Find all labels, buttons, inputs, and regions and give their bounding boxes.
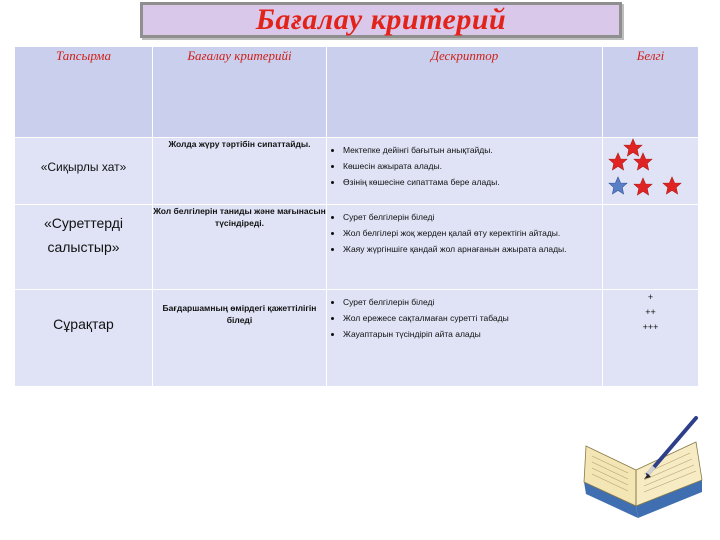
title-banner: [140, 2, 622, 38]
descriptor-item: • Жол ережесе сақталмаған суретті табады: [343, 310, 598, 326]
descriptor-item: • Жаяу жүргіншіге қандай жол арнағанын ажырата алады.: [343, 241, 598, 257]
star-icon: [624, 139, 642, 156]
table-row: [15, 138, 699, 205]
criterion-cell: Жолда жүру тәртібін сипаттайды.: [153, 138, 327, 205]
mark-value: +: [647, 292, 654, 302]
header-cell: Бағалау критерийі: [153, 47, 327, 138]
descriptor-cell: [327, 205, 603, 290]
header-cell: Тапсырма: [15, 47, 153, 138]
mark-cell: [603, 290, 699, 387]
descriptor-item: • Көшесін ажырата алады.: [343, 158, 598, 174]
star-icon: [634, 153, 652, 170]
star-icon: [634, 178, 652, 195]
descriptor-item: • Жол белгілері жоқ жерден қалай өту керектігін айтады.: [343, 225, 598, 241]
stars-decoration: [600, 134, 692, 200]
task-cell: «Суреттерді салыстыр»: [15, 205, 153, 290]
table-row: [15, 290, 699, 387]
criterion-cell: Жол белгілерін таниды және мағынасын түсіндіреді.: [153, 205, 327, 290]
star-icon: [663, 177, 681, 194]
descriptor-item: • Өзінің көшесіне сипаттама бере алады.: [343, 174, 598, 190]
task-cell: «Сиқырлы хат»: [15, 138, 153, 205]
table-row: [15, 205, 699, 290]
descriptor-cell: [327, 290, 603, 387]
page-title: Бағалау критерий: [255, 3, 507, 36]
star-icon: [609, 177, 627, 194]
criterion-cell: Бағдаршамның өмірдегі қажеттілігін біледі: [153, 290, 327, 387]
header-cell: Дескриптор: [327, 47, 603, 138]
table-header-row: [15, 47, 699, 138]
mark-cell: [603, 205, 699, 290]
mark-value: +++: [642, 322, 659, 332]
mark-value: ++: [645, 307, 656, 317]
criteria-table: [14, 46, 699, 387]
star-icon: [609, 153, 627, 170]
descriptor-item: • Сурет белгілерін біледі: [343, 209, 598, 225]
task-cell: Сұрақтар: [15, 290, 153, 387]
header-cell: Белгі: [603, 47, 699, 138]
descriptor-item: • Сурет белгілерін біледі: [343, 294, 598, 310]
descriptor-cell: [327, 138, 603, 205]
book-quill-icon: [578, 410, 708, 528]
descriptor-item: • Мектепке дейінгі бағытын анықтайды.: [343, 142, 598, 158]
descriptor-item: • Жауаптарын түсіндіріп айта алады: [343, 326, 598, 342]
